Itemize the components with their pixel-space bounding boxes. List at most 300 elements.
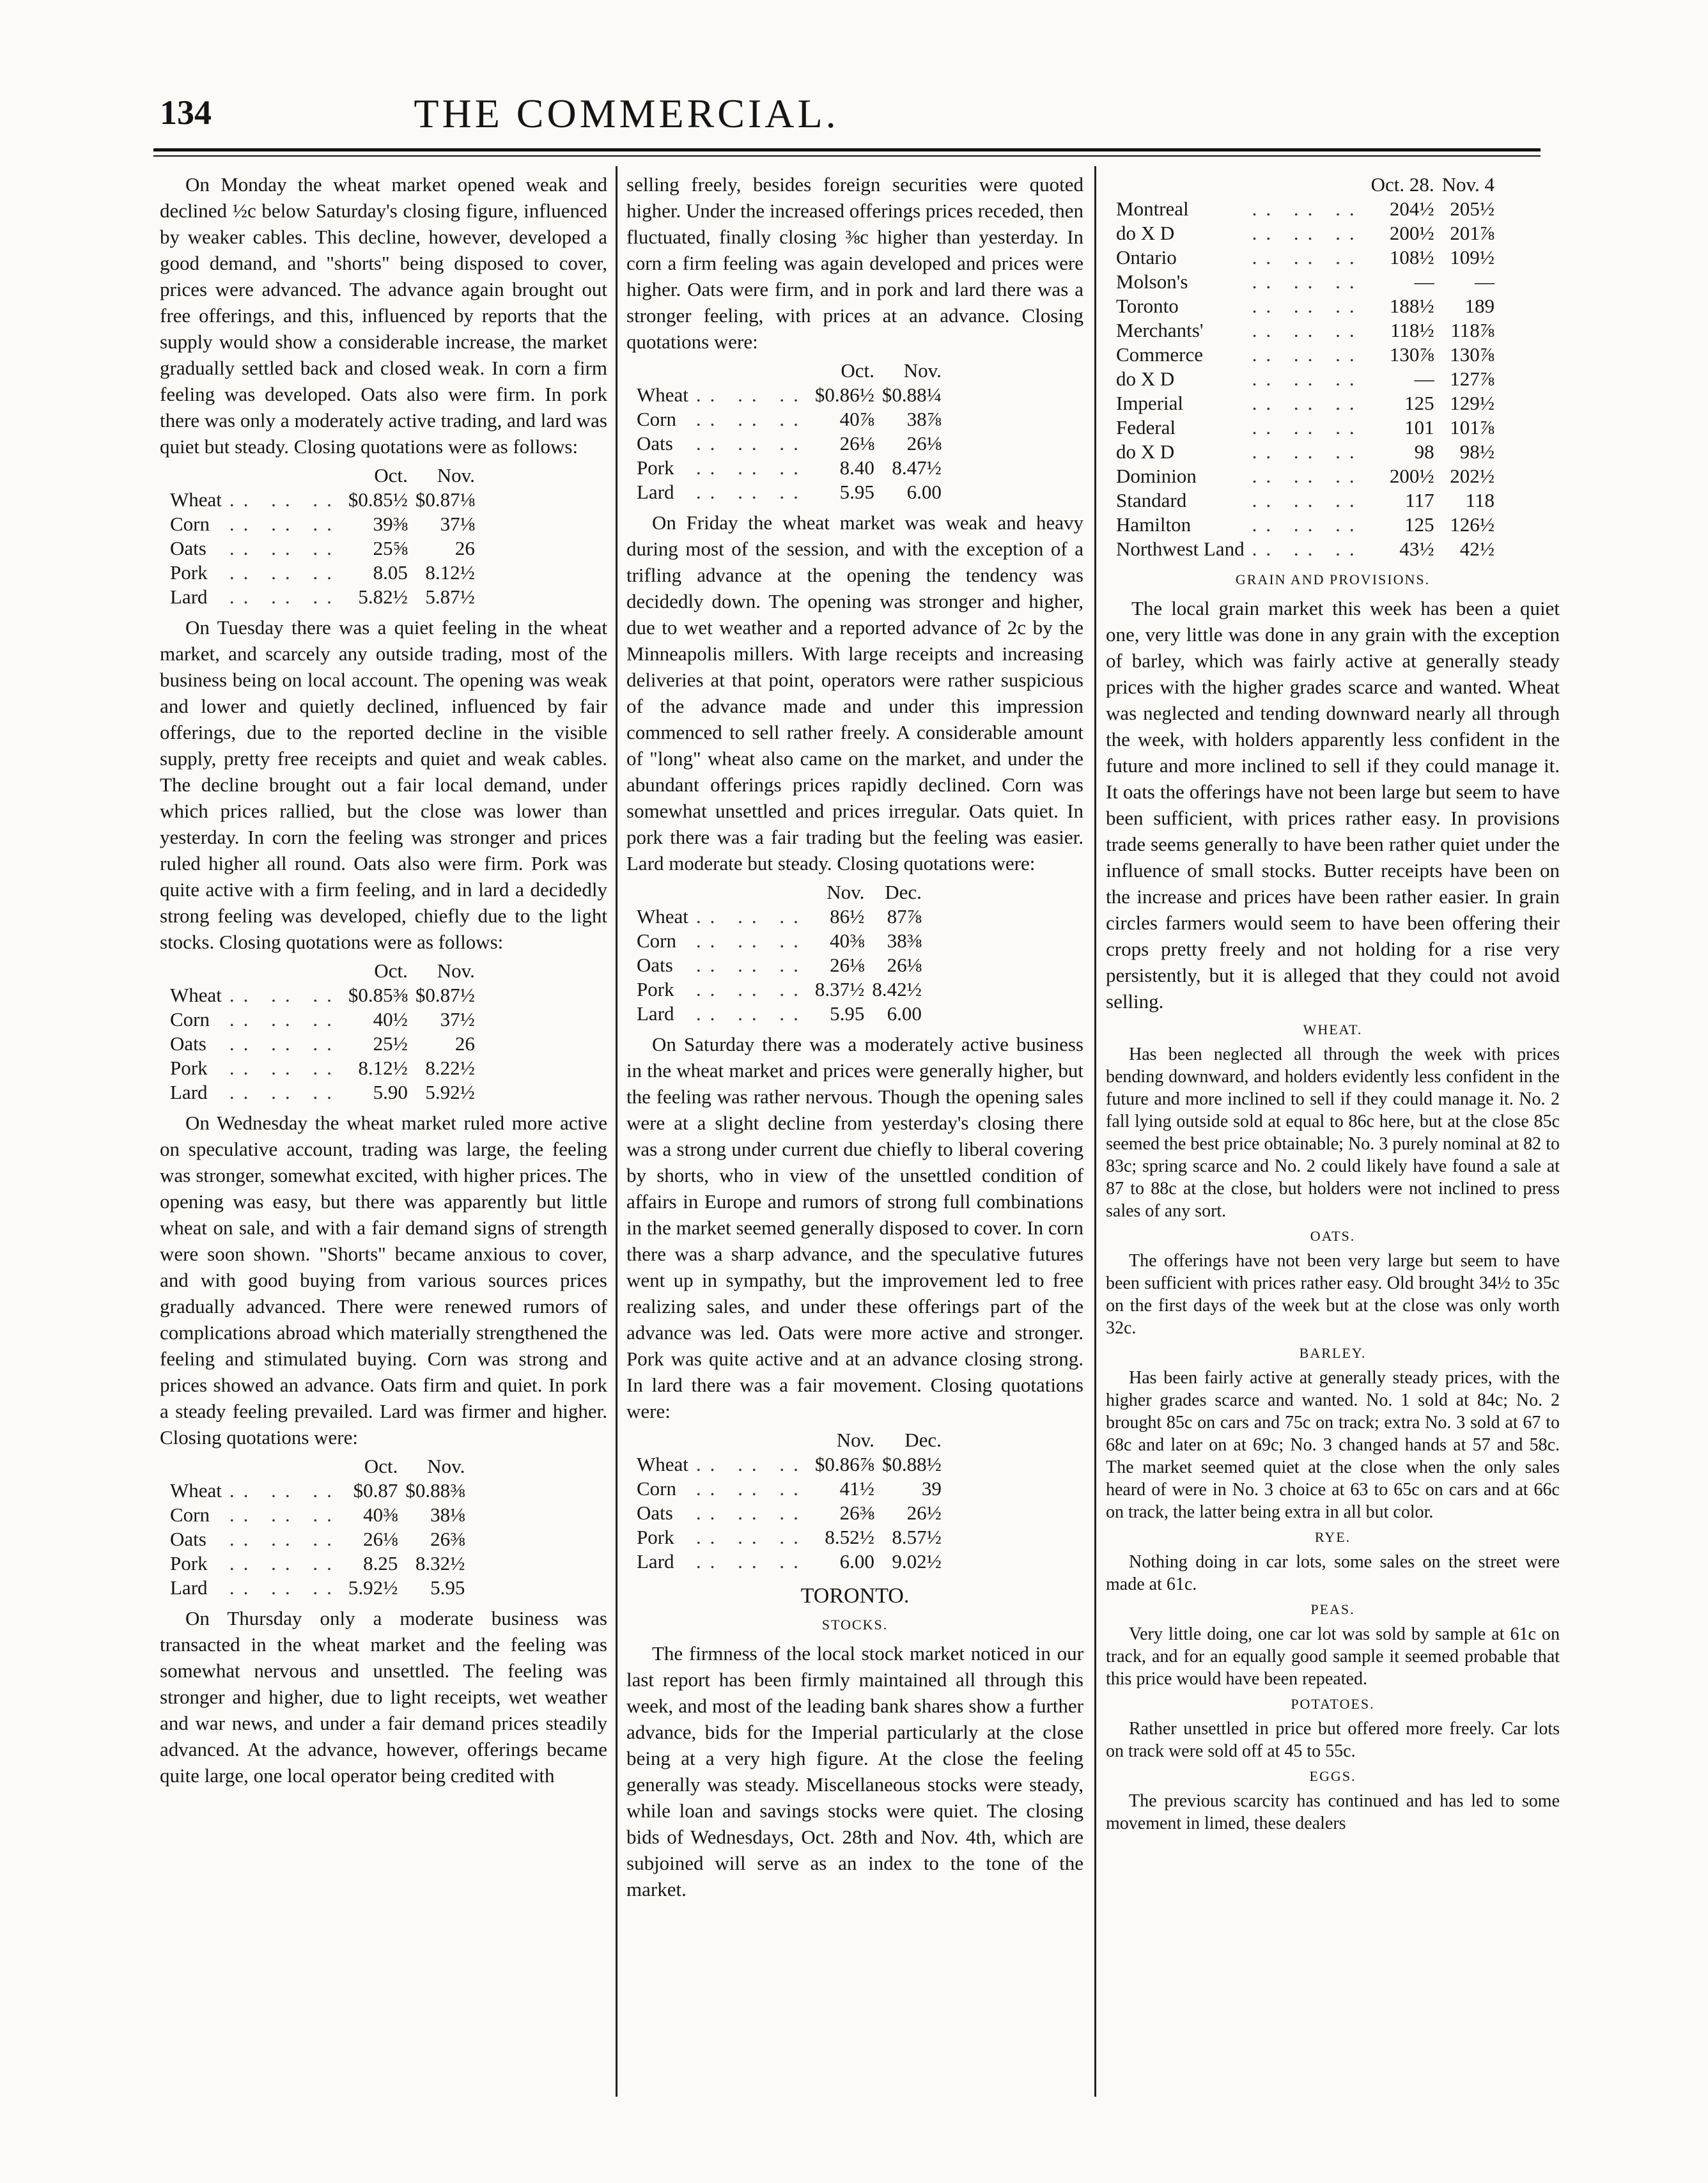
row-label: Wheat — [637, 1453, 688, 1475]
header-blank — [166, 463, 226, 488]
page-header — [153, 86, 1099, 144]
value-cell: 39 — [921, 1477, 942, 1500]
value-cell: 5.82½ — [358, 586, 408, 608]
table-row — [633, 1002, 926, 1026]
value-cell: 37⅛ — [440, 513, 475, 535]
header-blank — [633, 359, 692, 383]
row-label: Northwest Land — [1116, 538, 1245, 560]
leader-dots: .. .. .. — [1252, 392, 1363, 414]
value-cell: 118 — [1465, 489, 1494, 511]
row-label: Wheat — [170, 488, 222, 511]
value-cell: 26 — [454, 537, 475, 559]
value-cell: 40⅞ — [839, 408, 874, 430]
column-header: Oct. 28. — [1370, 173, 1434, 196]
column-header: Dec. — [904, 1429, 942, 1451]
value-cell: $0.86½ — [814, 384, 874, 406]
value-cell: 101 — [1404, 416, 1434, 439]
value-cell: 125 — [1404, 513, 1434, 536]
row-label: Hamilton — [1116, 513, 1192, 536]
header-blank — [226, 463, 345, 488]
row-label: Dominion — [1116, 465, 1197, 487]
header-blank — [633, 1428, 692, 1452]
header-blank — [226, 959, 345, 983]
row-label: Pork — [637, 1526, 674, 1548]
table-row — [633, 1525, 945, 1550]
article-paragraph: Very little doing, one car lot was sold by sample at 61c on track, and for an equally good sample it seemed probable that this price would have been repeated. — [1106, 1624, 1560, 1689]
table-row — [1112, 245, 1498, 270]
table-row — [166, 983, 479, 1007]
value-cell: 129½ — [1450, 392, 1494, 414]
article-paragraph: The offerings have not been very large but seem to have been sufficient with prices rather easy. Old brought 34½ to 35c on the first days of the week but at the close was only worth 32c. — [1106, 1251, 1560, 1338]
column-3 — [1106, 171, 1560, 1837]
value-cell: 5.92½ — [425, 1081, 475, 1103]
value-cell: $0.87½ — [415, 984, 475, 1006]
column-header: Nov. — [836, 1429, 874, 1451]
table-header-row — [166, 463, 479, 488]
value-cell: $0.86⅞ — [814, 1453, 874, 1475]
value-cell: 98 — [1414, 440, 1434, 463]
row-label: Lard — [170, 586, 208, 608]
leader-dots: .. .. .. — [1252, 368, 1363, 390]
table-row — [633, 480, 945, 504]
table-row — [633, 1477, 945, 1501]
leader-dots: .. .. .. — [695, 481, 807, 503]
leader-dots: .. .. .. — [229, 1552, 341, 1574]
table-row — [1112, 513, 1498, 537]
article-paragraph: On Friday the wheat market was weak and heavy during most of the session, and with the exception of a trifling advance at the opening the tendency was decidedly down. The opening was stronger and higher, due to wet weather and a reported advance of 2c by the Minneapolis millers. With large receipts and increasing deliveries at that point, operators were rather suspicious of the advance made and under this impression commenced to sell rather freely. A considerable amount of "long" wheat also came on the market, and under the abundant offerings prices rapidly declined. Corn was somewhat unsettled and prices irregular. Oats quiet. In pork there was a fair trading but the feeling was easier. Lard moderate but steady. Closing quotations were: — [626, 511, 1083, 874]
leader-dots: .. .. .. — [695, 1526, 807, 1548]
article-paragraph: The local grain market this week has been a quiet one, very little was done in any grain with the exception of barley, which was fairly active at generally steady prices with the higher grades scarce and wanted. Wheat was neglected and tending downward nearly all through the week, with holders apparently less confident in the future and more inclined to sell if they could manage it. It oats the offerings have not been large but seem to have been sufficient, with prices rather easy. In provisions trade seems generally to have been rather quiet under the influence of small stocks. Butter receipts have been on the increase and prices have been rather easier. In grain circles farmers would seem to have been offering their crops pretty freely and not holding for a rise very persistently, but it is alleged that they could not avoid selling. — [1106, 597, 1560, 1013]
value-cell: $0.85⅜ — [348, 984, 408, 1006]
value-cell: 101⅞ — [1450, 416, 1494, 439]
row-label: Wheat — [170, 1479, 222, 1502]
value-cell: 41½ — [839, 1477, 874, 1500]
table-row — [1112, 416, 1498, 440]
leader-dots: .. .. .. — [695, 905, 807, 928]
row-label: Corn — [170, 513, 210, 535]
row-label: Corn — [170, 1503, 210, 1526]
column-header: Oct. — [841, 359, 874, 382]
row-label: Corn — [637, 1477, 676, 1500]
table-row — [1112, 391, 1498, 416]
value-cell: 43½ — [1399, 538, 1434, 560]
column-header: Nov. — [437, 464, 475, 486]
value-cell: 8.12½ — [358, 1057, 408, 1079]
leader-dots: .. .. .. — [229, 537, 341, 559]
table-row — [166, 561, 479, 585]
value-cell: 200½ — [1389, 222, 1434, 244]
row-label: Corn — [637, 408, 676, 430]
leader-dots: .. .. .. — [695, 432, 807, 454]
row-label: Wheat — [170, 984, 222, 1006]
value-cell: 26⅛ — [839, 432, 874, 454]
leader-dots: .. .. .. — [229, 1057, 341, 1079]
value-cell: 109½ — [1450, 246, 1494, 268]
table-row — [1112, 318, 1498, 343]
leader-dots: .. .. .. — [229, 1528, 341, 1550]
row-label: Standard — [1116, 489, 1187, 511]
quotations-table — [166, 463, 479, 609]
table-row — [166, 1527, 469, 1551]
row-label: Oats — [637, 432, 673, 454]
value-cell: 26⅛ — [887, 954, 922, 976]
value-cell: 26⅜ — [430, 1528, 465, 1550]
value-cell: $0.88½ — [881, 1453, 942, 1475]
leader-dots: .. .. .. — [229, 984, 341, 1006]
row-label: Pork — [170, 561, 208, 584]
table-row — [166, 1080, 479, 1105]
row-label: do X D — [1116, 440, 1175, 463]
table-row — [166, 488, 479, 512]
row-label: Oats — [170, 1032, 206, 1055]
article-paragraph: On Thursday only a moderate business was transacted in the wheat market and the feeling was somewhat nervous and unsettled. The feeling was stronger and higher, due to light receipts, wet weather and war news, and under a fair demand prices steadily advanced. At the advance, however, offerings became quite large, one local operator being credited with — [160, 1607, 607, 1787]
value-cell: 87⅞ — [887, 905, 922, 928]
section-title-toronto: TORONTO. — [800, 1584, 910, 1608]
value-cell: 9.02½ — [892, 1550, 942, 1573]
leader-dots: .. .. .. — [1252, 489, 1363, 511]
table-row — [633, 953, 926, 977]
table-row — [633, 456, 945, 480]
value-cell: 39⅜ — [373, 513, 408, 535]
header-blank — [692, 1428, 811, 1452]
row-label: Oats — [170, 1528, 206, 1550]
value-cell: 202½ — [1450, 465, 1494, 487]
value-cell: 40⅜ — [830, 929, 865, 952]
row-label: Toronto — [1116, 295, 1179, 317]
value-cell: 5.95 — [430, 1576, 465, 1599]
leader-dots: .. .. .. — [1252, 513, 1363, 536]
table-row — [166, 1551, 469, 1576]
value-cell: 8.52½ — [825, 1526, 874, 1548]
value-cell: 25½ — [373, 1032, 408, 1055]
subsection-title-oats: OATS. — [1310, 1228, 1356, 1244]
quotations-table — [633, 1428, 945, 1574]
masthead-title: THE COMMERCIAL. — [414, 91, 839, 136]
leader-dots: .. .. .. — [1252, 319, 1363, 341]
row-label: Lard — [637, 481, 674, 503]
row-label: Corn — [637, 929, 676, 952]
value-cell: 130⅞ — [1389, 343, 1434, 366]
row-label: Lard — [637, 1550, 674, 1573]
table-row — [633, 977, 926, 1002]
row-label: Pork — [637, 978, 674, 1000]
value-cell: 8.47½ — [892, 456, 942, 479]
column-divider — [1094, 166, 1096, 2097]
row-label: Oats — [637, 1502, 673, 1524]
leader-dots: .. .. .. — [229, 513, 341, 535]
value-cell: $0.87⅛ — [415, 488, 475, 511]
header-blank — [166, 959, 226, 983]
table-row — [1112, 343, 1498, 367]
column-header: Oct. — [374, 464, 408, 486]
value-cell: $0.88⅜ — [405, 1479, 465, 1502]
column-header: Nov. 4 — [1441, 173, 1494, 196]
article-paragraph: Nothing doing in car lots, some sales on the street were made at 61c. — [1106, 1552, 1560, 1594]
value-cell: 25⅝ — [373, 537, 408, 559]
leader-dots: .. .. .. — [1252, 295, 1363, 317]
leader-dots: .. .. .. — [229, 586, 341, 608]
header-blank — [1248, 173, 1367, 197]
value-cell: $0.85½ — [348, 488, 408, 511]
value-cell: 5.95 — [830, 1002, 865, 1025]
row-label: Commerce — [1116, 343, 1204, 366]
leader-dots: .. .. .. — [229, 488, 341, 511]
subsection-title-eggs: EGGS. — [1309, 1768, 1356, 1784]
value-cell: 42½ — [1459, 538, 1494, 560]
leader-dots: .. .. .. — [229, 1503, 341, 1526]
value-cell: 37½ — [440, 1008, 475, 1030]
value-cell: 6.00 — [906, 481, 942, 503]
row-label: do X D — [1116, 222, 1175, 244]
table-row — [633, 407, 945, 431]
value-cell: 125 — [1404, 392, 1434, 414]
column-header: Nov. — [903, 359, 942, 382]
leader-dots: .. .. .. — [695, 1002, 807, 1025]
row-label: Lard — [170, 1081, 208, 1103]
table-row — [166, 512, 479, 536]
leader-dots: .. .. .. — [1252, 538, 1363, 560]
leader-dots: .. .. .. — [695, 384, 807, 406]
table-row — [1112, 270, 1498, 294]
row-label: do X D — [1116, 368, 1175, 390]
value-cell: 26½ — [906, 1502, 942, 1524]
row-label: Federal — [1116, 416, 1176, 439]
leader-dots: .. .. .. — [229, 1008, 341, 1030]
article-paragraph: selling freely, besides foreign securities were quoted higher. Under the increased offerings prices receded, then fluctuated, finally closing ⅜c higher than yesterday. In corn a firm feeling was again developed and prices were higher. Oats were firm, and in pork and lard there was a stronger feeling, with prices at an advance. Closing quotations were: — [626, 173, 1083, 353]
value-cell: 38⅜ — [887, 929, 922, 952]
value-cell: 130⅞ — [1450, 343, 1494, 366]
quotations-table — [166, 959, 479, 1105]
row-label: Wheat — [637, 384, 688, 406]
column-2 — [626, 171, 1083, 1906]
table-row — [633, 431, 945, 456]
row-label: Montreal — [1116, 198, 1189, 220]
header-blank — [692, 880, 811, 905]
table-row — [633, 905, 926, 929]
value-cell: 6.00 — [839, 1550, 874, 1573]
article-paragraph: The previous scarcity has continued and has led to some movement in limed, these dealers — [1106, 1791, 1560, 1833]
table-row — [166, 1056, 479, 1080]
table-row — [166, 1479, 469, 1503]
table-row — [1112, 488, 1498, 513]
leader-dots: .. .. .. — [229, 1081, 341, 1103]
column-divider — [616, 166, 617, 2097]
quotations-table — [633, 359, 945, 504]
table-header-row — [633, 359, 945, 383]
leader-dots: .. .. .. — [695, 1453, 807, 1475]
value-cell: 26⅛ — [906, 432, 942, 454]
header-blank — [692, 359, 811, 383]
value-cell: $0.88¼ — [881, 384, 942, 406]
article-paragraph: On Wednesday the wheat market ruled more active on speculative account, trading was large, the feeling was stronger, somewhat excited, with higher prices. The opening was easy, but there was apparently but little wheat on sale, and with a fair demand signs of strength were soon shown. "Shorts" became anxious to cover, and with good buying from various sources prices gradually advanced. There were renewed rumors of complications abroad which materially strengthened the feeling and stimulated buying. Corn was strong and prices showed an advance. Oats firm and quiet. In pork a steady feeling prevailed. Lard was firmer and higher. Closing quotations were: — [160, 1112, 607, 1449]
value-cell: 8.25 — [363, 1552, 398, 1574]
value-cell: 8.22½ — [425, 1057, 475, 1079]
subsection-title-grain: GRAIN AND PROVISIONS. — [1235, 571, 1431, 587]
value-cell: 200½ — [1389, 465, 1434, 487]
value-cell: 117 — [1405, 489, 1434, 511]
value-cell: 118⅞ — [1450, 319, 1494, 341]
leader-dots: .. .. .. — [695, 1477, 807, 1500]
value-cell: 127⅞ — [1450, 368, 1494, 390]
table-row — [166, 1032, 479, 1056]
leader-dots: .. .. .. — [695, 456, 807, 479]
leader-dots: .. .. .. — [695, 978, 807, 1000]
row-label: Wheat — [637, 905, 688, 928]
value-cell: 26⅛ — [363, 1528, 398, 1550]
table-header-row — [166, 1454, 469, 1479]
value-cell: 8.40 — [839, 456, 874, 479]
quotations-table — [633, 880, 926, 1026]
value-cell: $0.87 — [353, 1479, 398, 1502]
row-label: Corn — [170, 1008, 210, 1030]
value-cell: 205½ — [1450, 198, 1494, 220]
table-row — [166, 536, 479, 561]
value-cell: 5.92½ — [348, 1576, 398, 1599]
leader-dots: .. .. .. — [229, 561, 341, 584]
value-cell: 188½ — [1389, 295, 1434, 317]
article-paragraph: On Monday the wheat market opened weak and declined ½c below Saturday's closing figure, influenced by weaker cables. This decline, however, developed a good demand, and "shorts" being disposed to cover, prices were advanced. The advance again brought out free offerings, and this, influenced by reports that the supply would show a considerable increase, the market gradually settled back and closed weak. In corn a firm feeling was developed. Oats also were firm. In pork there was only a moderately active trading, and lard was quiet but steady. Closing quotations were as follows: — [160, 173, 607, 458]
value-cell: 98½ — [1459, 440, 1494, 463]
header-rule — [153, 148, 1541, 151]
row-label: Oats — [637, 954, 673, 976]
row-label: Pork — [170, 1057, 208, 1079]
leader-dots: .. .. .. — [695, 1502, 807, 1524]
header-blank — [633, 880, 692, 905]
table-row — [633, 1550, 945, 1574]
value-cell: 40⅜ — [363, 1503, 398, 1526]
value-cell: 204½ — [1389, 198, 1434, 220]
column-header: Dec. — [885, 881, 922, 903]
quotations-table — [166, 1454, 469, 1600]
value-cell: 8.37½ — [814, 978, 865, 1000]
leader-dots: .. .. .. — [1252, 222, 1363, 244]
row-label: Pork — [170, 1552, 208, 1574]
leader-dots: .. .. .. — [1252, 440, 1363, 463]
value-cell: — — [1414, 368, 1434, 390]
market-reports — [1106, 1018, 1560, 1835]
column-header: Nov. — [827, 881, 865, 903]
article-paragraph: Rather unsettled in price but offered more freely. Car lots on track were sold off at 45 to 55c. — [1106, 1719, 1560, 1761]
value-cell: 8.57½ — [892, 1526, 942, 1548]
value-cell: 8.12½ — [425, 561, 475, 584]
table-row — [1112, 440, 1498, 464]
subsection-title-potatoes: POTATOES. — [1291, 1696, 1375, 1712]
table-row — [1112, 464, 1498, 488]
column-header: Nov. — [427, 1455, 465, 1477]
table-row — [166, 1007, 479, 1032]
table-row — [166, 585, 479, 609]
value-cell: — — [1474, 270, 1494, 293]
value-cell: 5.90 — [373, 1081, 408, 1103]
article-paragraph: The firmness of the local stock market noticed in our last report has been firmly maintained all through this week, and most of the leading bank shares show a further advance, bids for the Imperial particularly at the close being at a very high figure. At the close the feeling generally was steady. Miscellaneous stocks were steady, while loan and savings stocks were quiet. The closing bids of Wednesdays, Oct. 28th and Nov. 4th, which are subjoined will serve as an index to the tone of the market. — [626, 1642, 1083, 1900]
table-header-row — [633, 1428, 945, 1452]
table-row — [1112, 221, 1498, 245]
value-cell: 38⅞ — [906, 408, 942, 430]
header-rule-thin — [153, 155, 1541, 157]
table-row — [633, 1501, 945, 1525]
value-cell: 8.05 — [373, 561, 408, 584]
row-label: Imperial — [1116, 392, 1184, 414]
value-cell: 118½ — [1390, 319, 1434, 341]
table-row — [1112, 294, 1498, 318]
leader-dots: .. .. .. — [229, 1576, 341, 1599]
value-cell: 108½ — [1389, 246, 1434, 268]
row-label: Lard — [170, 1576, 208, 1599]
column-header: Oct. — [364, 1455, 398, 1477]
table-row — [633, 929, 926, 953]
row-label: Pork — [637, 456, 674, 479]
table-row — [633, 1452, 945, 1477]
value-cell: 8.42½ — [872, 978, 922, 1000]
header-blank — [1112, 173, 1248, 197]
stocks-bids-table — [1112, 173, 1498, 561]
article-paragraph: On Saturday there was a moderately active business in the wheat market and prices were generally higher, but the feeling was rather nervous. Though the opening sales were at a slight decline from yesterday's closing there was a strong under current due chiefly to liberal covering by shorts, who in view of the unsettled condition of affairs in Europe and rumors of strong full combinations in the market seemed generally disposed to cover. In corn there was a sharp advance, and the speculative futures went up in sympathy, but the improvement led to free realizing sales, and under these offerings part of the advance was led. Oats were more active and stronger. Pork was quite active and at an advance closing strong. In lard there was a fair movement. Closing quotations were: — [626, 1033, 1083, 1422]
row-label: Merchants' — [1116, 319, 1204, 341]
leader-dots: .. .. .. — [695, 1550, 807, 1573]
leader-dots: .. .. .. — [695, 408, 807, 430]
row-label: Oats — [170, 537, 206, 559]
value-cell: 5.95 — [839, 481, 874, 503]
table-header-row — [1112, 173, 1498, 197]
table-row — [1112, 367, 1498, 391]
value-cell: 86½ — [830, 905, 865, 928]
leader-dots: .. .. .. — [1252, 465, 1363, 487]
value-cell: 201⅞ — [1450, 222, 1494, 244]
table-row — [166, 1576, 469, 1600]
leader-dots: .. .. .. — [229, 1479, 341, 1502]
leader-dots: .. .. .. — [1252, 343, 1363, 366]
table-row — [1112, 537, 1498, 561]
leader-dots: .. .. .. — [1252, 246, 1363, 268]
leader-dots: .. .. .. — [695, 929, 807, 952]
subsection-title-barley: BARLEY. — [1299, 1345, 1367, 1361]
table-row — [1112, 197, 1498, 221]
column-header: Oct. — [374, 959, 408, 982]
table-row — [633, 383, 945, 407]
column-1 — [160, 171, 607, 1792]
value-cell: 8.32½ — [415, 1552, 465, 1574]
leader-dots: .. .. .. — [229, 1032, 341, 1055]
subsection-title-stocks: STOCKS. — [821, 1617, 889, 1633]
subsection-title-rye: RYE. — [1314, 1529, 1351, 1545]
table-row — [166, 1503, 469, 1527]
table-header-row — [166, 959, 479, 983]
header-blank — [166, 1454, 226, 1479]
value-cell: 26 — [454, 1032, 475, 1055]
row-label: Ontario — [1116, 246, 1177, 268]
row-label: Lard — [637, 1002, 674, 1025]
page-number: 134 — [160, 93, 212, 132]
leader-dots: .. .. .. — [1252, 416, 1363, 439]
value-cell: 40½ — [373, 1008, 408, 1030]
value-cell: 26⅜ — [839, 1502, 874, 1524]
value-cell: 126½ — [1450, 513, 1494, 536]
article-paragraph: On Tuesday there was a quiet feeling in the wheat market, and scarcely any outside trading, most of the business being on local account. The opening was weak and lower and quietly declined, influenced by fair offerings, due to the reported decline in the visible supply, pretty free receipts and quiet and weak cables. The decline brought out a fair local demand, under which prices rallied, but the close was lower than yesterday. In corn the feeling was stronger and prices ruled higher all round. Oats also were firm. Pork was quite active with a firm feeling, and in lard a decidedly strong feeling was developed, chiefly due to the light stocks. Closing quotations were as follows: — [160, 616, 607, 953]
leader-dots: .. .. .. — [1252, 270, 1363, 293]
article-paragraph: Has been fairly active at generally steady prices, with the higher grades scarce and wanted. No. 1 sold at 84c; No. 2 brought 85c on cars and 75c on track; extra No. 3 sold at 67 to 68c and later on at 69c; No. 3 changed hands at 57 and 58c. The market seemed quiet at the close when the only sales heard of were in No. 3 choice at 63 to 65c on cars and at 66c on track, the latter being extra in all but color. — [1106, 1368, 1560, 1522]
value-cell: 26⅛ — [830, 954, 865, 976]
article-paragraph: Has been neglected all through the week with prices bending downward, and holders evidently less confident in the future and more inclined to sell if they could manage it. No. 2 fall lying outside sold at equal to 86c here, but at the close 85c seemed the best price obtainable; No. 3 purely nominal at 82 to 83c; spring scarce and No. 2 could likely have found a sale at 87 to 88c at the close, but holders were not inclined to press sales of any sort. — [1106, 1045, 1560, 1221]
value-cell: — — [1414, 270, 1434, 293]
leader-dots: .. .. .. — [1252, 198, 1363, 220]
row-label: Molson's — [1116, 270, 1188, 293]
column-header: Nov. — [437, 959, 475, 982]
header-blank — [226, 1454, 345, 1479]
leader-dots: .. .. .. — [695, 954, 807, 976]
subsection-title-peas: PEAS. — [1310, 1601, 1355, 1617]
value-cell: 38⅛ — [430, 1503, 465, 1526]
value-cell: 5.87½ — [425, 586, 475, 608]
